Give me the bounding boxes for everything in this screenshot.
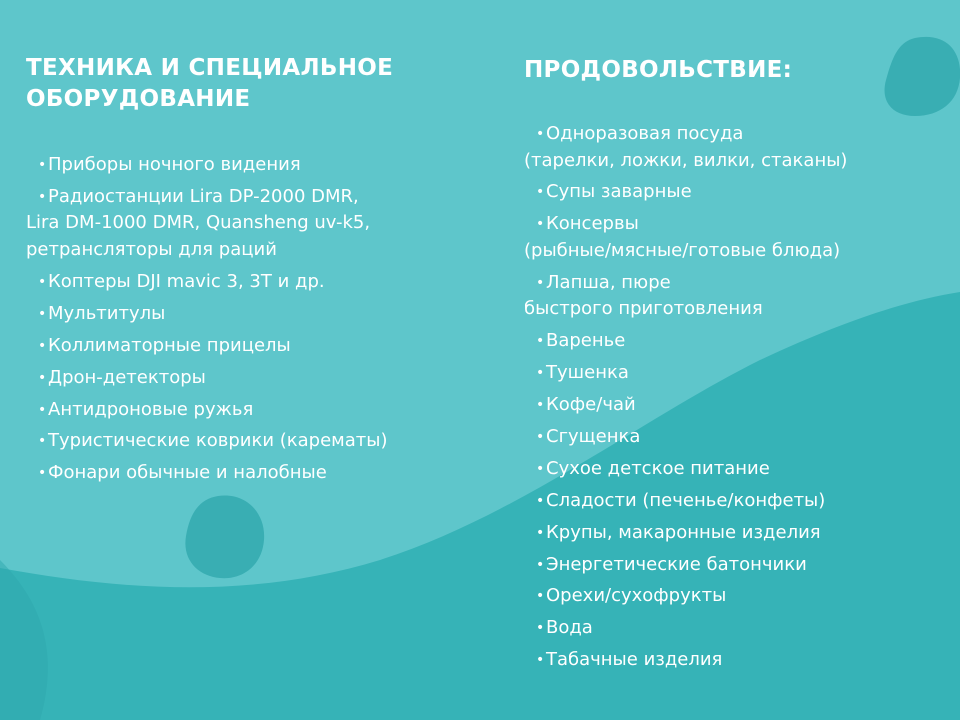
list-item: • Тушенка xyxy=(524,360,954,387)
food-list xyxy=(524,121,954,679)
list-item: • Коллиматорные прицелы xyxy=(26,333,496,360)
list-item: • Вода xyxy=(524,615,954,642)
list-item: • Приборы ночного видения xyxy=(26,152,496,179)
list-item: • Радиостанции Lira DP-2000 DMR, Lira DM-1000 DMR, Quansheng uv-k5, ретрансляторы для раций xyxy=(26,184,496,264)
list-item: • Орехи/сухофрукты xyxy=(524,583,954,610)
list-item: • Дрон-детекторы xyxy=(26,365,496,392)
list-item: • Крупы, макаронные изделия xyxy=(524,520,954,547)
list-item: • Коптеры DJI mavic 3, 3T и др. xyxy=(26,269,496,296)
equipment-list xyxy=(26,152,496,492)
list-item: • Антидроновые ружья xyxy=(26,397,496,424)
list-item: • Сгущенка xyxy=(524,424,954,451)
list-item: • Сладости (печенье/конфеты) xyxy=(524,488,954,515)
list-item: • Одноразовая посуда (тарелки, ложки, вилки, стаканы) xyxy=(524,121,954,174)
list-item: • Кофе/чай xyxy=(524,392,954,419)
equipment-heading: ТЕХНИКА И СПЕЦИАЛЬНОЕ ОБОРУДОВАНИЕ xyxy=(26,55,394,112)
blob-shape-bottom-left xyxy=(185,495,264,578)
list-item: • Супы заварные xyxy=(524,179,954,206)
list-item: • Лапша, пюре быстрого приготовления xyxy=(524,270,954,323)
list-item: • Сухое детское питание xyxy=(524,456,954,483)
list-item: • Энергетические батончики xyxy=(524,552,954,579)
list-item: • Туристические коврики (карематы) xyxy=(26,428,496,455)
list-item: • Варенье xyxy=(524,328,954,355)
list-item: • Фонари обычные и налобные xyxy=(26,460,496,487)
list-item: • Табачные изделия xyxy=(524,647,954,674)
list-item: • Консервы (рыбные/мясные/готовые блюда) xyxy=(524,211,954,264)
list-item: • Мультитулы xyxy=(26,301,496,328)
food-heading: ПРОДОВОЛЬСТВИЕ: xyxy=(524,57,793,83)
